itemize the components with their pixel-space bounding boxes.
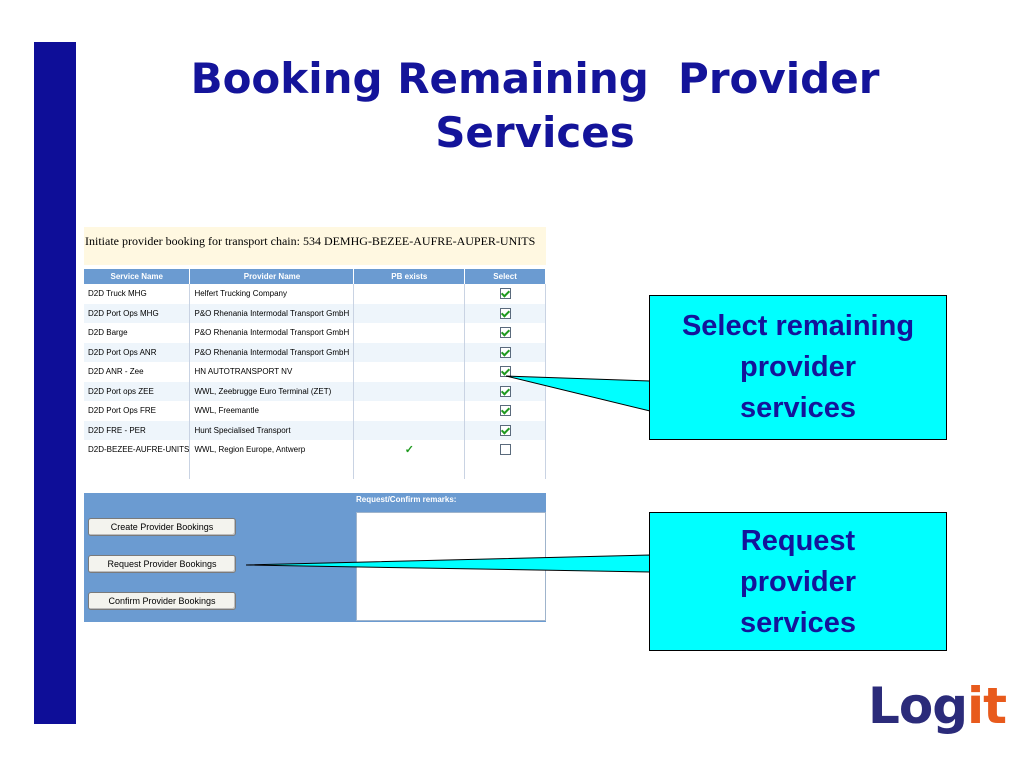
column-header-select[interactable]: Select <box>465 269 546 284</box>
request-callout-line-2: provider <box>739 566 857 598</box>
empty-cell <box>354 460 465 480</box>
select-cell <box>465 382 546 402</box>
service-name-cell: D2D FRE - PER <box>84 421 190 441</box>
select-callout-line-2: provider <box>739 351 857 383</box>
panel-header: Initiate provider booking for transport chain: 534 DEMHG-BEZEE-AUFRE-AUPER-UNITS <box>84 227 546 265</box>
service-name-cell: D2D Barge <box>84 323 190 343</box>
request-provider-bookings-button[interactable]: Request Provider Bookings <box>88 555 236 573</box>
service-name-cell: D2D Truck MHG <box>84 284 190 304</box>
logit-logo <box>868 676 1006 736</box>
select-checkbox[interactable] <box>500 347 511 358</box>
select-checkbox[interactable] <box>500 308 511 319</box>
service-name-cell: D2D Port Ops ANR <box>84 343 190 363</box>
select-checkbox[interactable] <box>500 444 511 455</box>
table-row <box>84 421 546 441</box>
select-cell <box>465 421 546 441</box>
provider-booking-panel <box>84 227 546 622</box>
table-row <box>84 401 546 421</box>
services-table-body <box>84 284 546 479</box>
confirm-provider-bookings-button[interactable]: Confirm Provider Bookings <box>88 592 236 610</box>
table-row <box>84 440 546 460</box>
remarks-textarea[interactable] <box>356 512 546 621</box>
pb-exists-cell <box>354 421 465 441</box>
pb-exists-cell <box>354 401 465 421</box>
table-row <box>84 323 546 343</box>
select-callout <box>649 295 947 440</box>
pb-exists-cell <box>354 304 465 324</box>
select-cell <box>465 343 546 363</box>
service-name-cell: D2D ANR - Zee <box>84 362 190 382</box>
select-checkbox[interactable] <box>500 386 511 397</box>
provider-name-cell: P&O Rhenania Intermodal Transport GmbH <box>190 343 354 363</box>
select-checkbox[interactable] <box>500 288 511 299</box>
table-row <box>84 343 546 363</box>
service-name-cell: D2D Port Ops FRE <box>84 401 190 421</box>
select-checkbox[interactable] <box>500 327 511 338</box>
select-cell <box>465 304 546 324</box>
left-accent-bar <box>34 42 76 724</box>
select-cell <box>465 401 546 421</box>
pb-exists-check-icon: ✓ <box>404 444 414 457</box>
table-row-empty <box>84 460 546 480</box>
provider-name-cell: WWL, Zeebrugge Euro Terminal (ZET) <box>190 382 354 402</box>
provider-name-cell: P&O Rhenania Intermodal Transport GmbH <box>190 304 354 324</box>
table-row <box>84 304 546 324</box>
request-callout-line-1: Request <box>740 525 856 557</box>
empty-cell <box>465 460 546 480</box>
logo-text-accent: it <box>967 677 1007 735</box>
select-checkbox[interactable] <box>500 366 511 377</box>
pb-exists-cell <box>354 343 465 363</box>
pb-exists-cell <box>354 323 465 343</box>
provider-name-cell: P&O Rhenania Intermodal Transport GmbH <box>190 323 354 343</box>
service-name-cell: D2D Port ops ZEE <box>84 382 190 402</box>
pb-exists-cell <box>354 382 465 402</box>
empty-cell <box>190 460 354 480</box>
provider-name-cell: WWL, Freemantle <box>190 401 354 421</box>
pb-exists-cell <box>354 362 465 382</box>
select-callout-line-1: Select remaining <box>681 310 915 342</box>
empty-cell <box>84 460 190 480</box>
request-callout-line-3: services <box>739 607 857 639</box>
request-callout <box>649 512 947 651</box>
select-checkbox[interactable] <box>500 405 511 416</box>
table-header-row <box>84 269 546 284</box>
logo-text-main: Log <box>868 677 968 735</box>
pb-exists-cell <box>354 440 465 460</box>
column-header-pb-exists[interactable]: PB exists <box>354 269 465 284</box>
select-callout-line-3: services <box>739 392 857 424</box>
select-checkbox[interactable] <box>500 425 511 436</box>
table-row <box>84 362 546 382</box>
pb-exists-cell <box>354 284 465 304</box>
select-cell <box>465 440 546 460</box>
table-row <box>84 382 546 402</box>
services-table <box>84 269 546 479</box>
select-cell <box>465 284 546 304</box>
select-cell <box>465 323 546 343</box>
column-header-service-name[interactable]: Service Name <box>84 269 190 284</box>
booking-actions-area <box>84 493 546 622</box>
slide-title <box>90 52 980 160</box>
remarks-label: Request/Confirm remarks: <box>356 495 457 504</box>
provider-name-cell: Hunt Specialised Transport <box>190 421 354 441</box>
slide-title-line-1: Booking Remaining Provider <box>190 54 880 103</box>
create-provider-bookings-button[interactable]: Create Provider Bookings <box>88 518 236 536</box>
column-header-provider-name[interactable]: Provider Name <box>190 269 354 284</box>
slide-title-line-2: Services <box>435 108 635 157</box>
provider-name-cell: Helfert Trucking Company <box>190 284 354 304</box>
provider-name-cell: WWL, Region Europe, Antwerp <box>190 440 354 460</box>
service-name-cell: D2D-BEZEE-AUFRE-UNITS <box>84 440 190 460</box>
table-row <box>84 284 546 304</box>
select-cell <box>465 362 546 382</box>
provider-name-cell: HN AUTOTRANSPORT NV <box>190 362 354 382</box>
service-name-cell: D2D Port Ops MHG <box>84 304 190 324</box>
